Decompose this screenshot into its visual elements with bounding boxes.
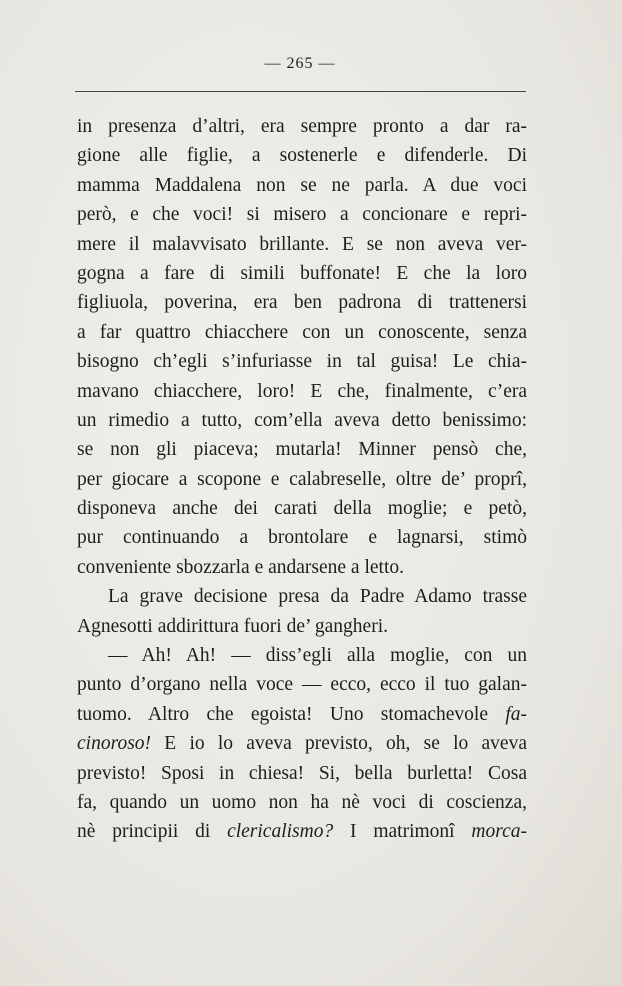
text-line: se non gli piaceva; mutarla! Minner pensò che, xyxy=(77,439,527,461)
text-line: disponeva anche dei carati della moglie; e petò, xyxy=(77,498,527,520)
text-line: — Ah! Ah! — diss’egli alla moglie, con un xyxy=(108,645,527,667)
text-line: però, e che voci! si misero a concionare e repri- xyxy=(77,204,527,226)
text-line: punto d’organo nella voce — ecco, ecco il tuo galan- xyxy=(77,674,527,696)
text-line: La grave decisione presa da Padre Adamo trasse xyxy=(108,586,527,608)
text-line: mamma Maddalena non se ne parla. A due voci xyxy=(77,174,527,196)
text-line: nè principii di clericalismo? I matrimonî morca- xyxy=(77,821,527,843)
text-line: gogna a fare di simili buffonate! E che la loro xyxy=(77,262,527,284)
text-line: un rimedio a tutto, com’ella aveva detto benissimo: xyxy=(77,409,527,431)
header-rule xyxy=(75,91,526,92)
text-line: fa, quando un uomo non ha nè voci di coscienza, xyxy=(77,791,527,813)
text-line: previsto! Sposi in chiesa! Si, bella burletta! Cosa xyxy=(77,762,527,784)
italic-word: fa- xyxy=(505,703,527,725)
text-line: pur continuando a brontolare e lagnarsi, stimò xyxy=(77,527,527,549)
text-line: mavano chiacchere, loro! E che, finalmente, c’era xyxy=(77,380,527,402)
text-line: mere il malavvisato brillante. E se non aveva ver- xyxy=(77,233,527,255)
italic-word: cinoroso! xyxy=(77,733,152,755)
text-line: in presenza d’altri, era sempre pronto a dar ra- xyxy=(77,116,527,137)
text-line: cinoroso! E io lo aveva previsto, oh, se lo aveva xyxy=(77,733,527,755)
text-line: figliuola, poverina, era ben padrona di trattenersi xyxy=(77,292,527,314)
page-number: — 265 — xyxy=(264,55,336,72)
text-line: a far quattro chiacchere con un conoscente, senza xyxy=(77,321,527,343)
text-line: tuomo. Altro che egoista! Uno stomachevole fa- xyxy=(77,703,527,725)
italic-word: morca- xyxy=(471,821,527,843)
italic-word: clericalismo? xyxy=(227,821,334,843)
text-line: conveniente sbozzarla e andarsene a letto. xyxy=(77,556,404,578)
text-line: bisogno ch’egli s’infuriasse in tal guisa! Le chia- xyxy=(77,351,527,373)
text-line: per giocare a scopone e calabreselle, oltre de’ proprî, xyxy=(77,468,527,490)
text-line: gione alle figlie, a sostenerle e difenderle. Di xyxy=(77,145,527,167)
body-text xyxy=(77,112,527,847)
text-line: Agnesotti addirittura fuori de’ gangheri. xyxy=(77,615,389,637)
